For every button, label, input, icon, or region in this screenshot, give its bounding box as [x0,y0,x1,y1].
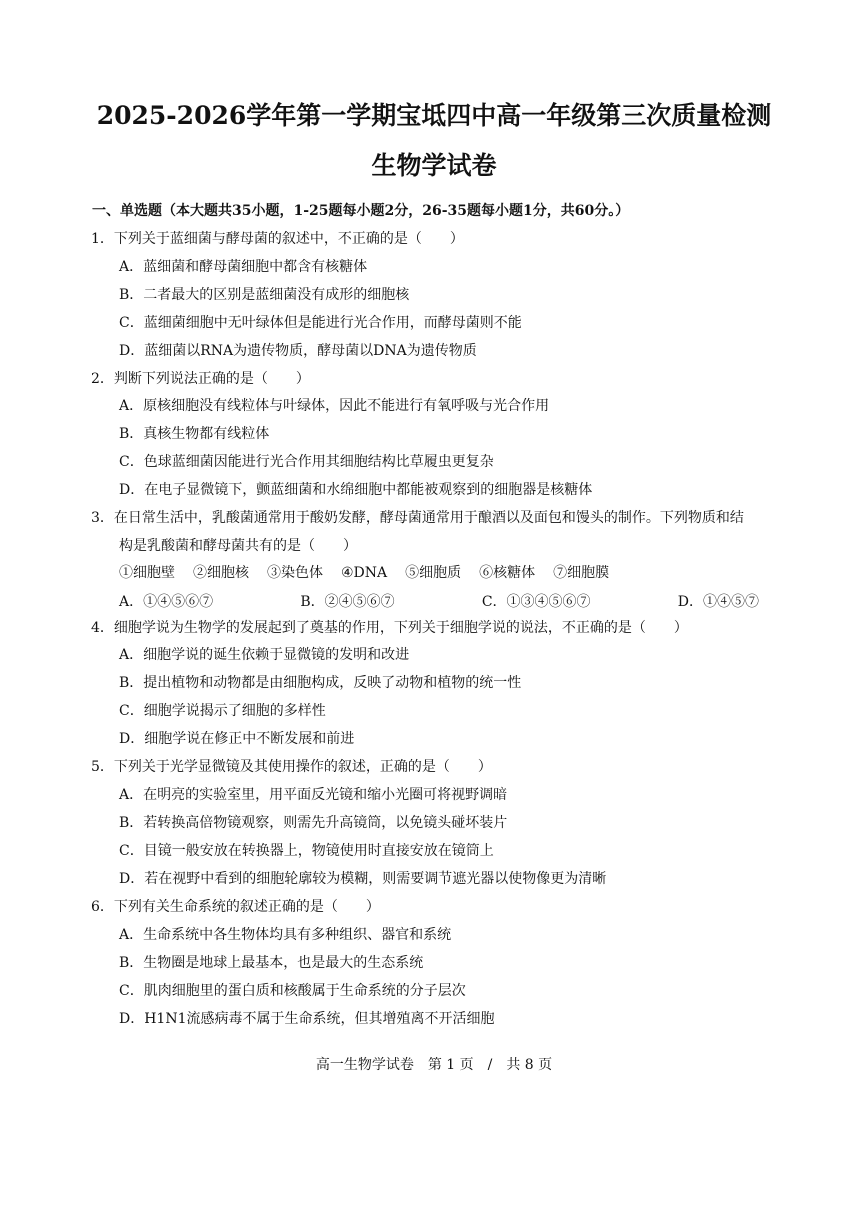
question-3-choice-row [119,593,759,611]
question-6-option-a: A．生命系统中各生物体均具有多种组织、器官和系统 [119,927,452,943]
question-5-option-a: A．在明亮的实验室里，用平面反光镜和缩小光圈可将视野调暗 [119,787,508,803]
question-4-option-c: C．细胞学说揭示了细胞的多样性 [119,703,326,719]
question-3-item: ⑦细胞膜 [553,565,610,581]
question-1-option-a: A．蓝细菌和酵母菌细胞中都含有核糖体 [119,259,368,275]
question-3-choice-c: C．①③④⑤⑥⑦ [481,594,591,610]
question-3-item: ①细胞壁 [119,565,175,581]
section-heading: 一、单选题（本大题共35小题，1-25题每小题2分，26-35题每小题1分，共60分。） [92,203,630,219]
question-3-item: ②细胞核 [193,565,249,581]
question-4-stem: 4．细胞学说为生物学的发展起到了奠基的作用，下列关于细胞学说的说法，不正确的是（ ） [91,620,688,636]
question-1-option-c: C．蓝细菌细胞中无叶绿体但是能进行光合作用，而酵母菌则不能 [119,315,522,331]
question-4-option-a: A．细胞学说的诞生依赖于显微镜的发明和改进 [119,647,410,663]
question-6-stem: 6．下列有关生命系统的叙述正确的是（ ） [91,899,380,915]
question-3-item-list [119,564,759,582]
question-3-choice-a: A．①④⑤⑥⑦ [119,594,214,610]
question-2-option-a: A．原核细胞没有线粒体与叶绿体，因此不能进行有氧呼吸与光合作用 [119,398,550,414]
question-3-choice-b: B．②④⑤⑥⑦ [300,594,395,610]
question-1-stem: 1．下列关于蓝细菌与酵母菌的叙述中，不正确的是（ ） [91,231,464,247]
page-footer: 高一生物学试卷 第 1 页 / 共 8 页 [315,1057,553,1073]
question-3-item: ③染色体 [267,565,323,581]
question-5-option-c: C．目镜一般安放在转换器上，物镜使用时直接安放在镜筒上 [119,843,494,859]
question-4-option-d: D．细胞学说在修正中不断发展和前进 [119,731,355,747]
question-2-option-d: D．在电子显微镜下，颤蓝细菌和水绵细胞中都能被观察到的细胞器是核糖体 [119,482,593,498]
question-3-stem: 3．在日常生活中，乳酸菌通常用于酸奶发酵，酵母菌通常用于酿酒以及面包和馒头的制作。下列物质和结 [91,510,744,526]
question-6-option-d: D．H1N1流感病毒不属于生命系统，但其增殖离不开活细胞 [119,1011,495,1027]
question-5-stem: 5．下列关于光学显微镜及其使用操作的叙述，正确的是（ ） [91,759,492,775]
question-3-choice-d: D．①④⑤⑦ [677,594,759,610]
question-4-option-b: B．提出植物和动物都是由细胞构成，反映了动物和植物的统一性 [119,675,522,691]
question-6-option-c: C．肌肉细胞里的蛋白质和核酸属于生命系统的分子层次 [119,983,466,999]
question-2-option-b: B．真核生物都有线粒体 [119,426,270,442]
question-3-item: ④DNA [341,565,388,581]
question-3-item: ⑤细胞质 [405,565,462,581]
question-5-option-b: B．若转换高倍物镜观察，则需先升高镜筒，以免镜头碰坏装片 [119,815,508,831]
question-3-item: ⑥核糖体 [479,565,536,581]
exam-title: 2025-2026学年第一学期宝坻四中高一年级第三次质量检测 [96,101,772,130]
question-6-option-b: B．生物圈是地球上最基本，也是最大的生态系统 [119,955,424,971]
question-2-option-c: C．色球蓝细菌因能进行光合作用其细胞结构比草履虫更复杂 [119,454,494,470]
question-1-option-b: B．二者最大的区别是蓝细菌没有成形的细胞核 [119,287,410,303]
question-3-stem-continuation: 构是乳酸菌和酵母菌共有的是（ ） [119,538,357,554]
exam-subtitle: 生物学试卷 [371,151,497,180]
question-2-stem: 2．判断下列说法正确的是（ ） [91,371,310,387]
question-1-option-d: D．蓝细菌以RNA为遗传物质，酵母菌以DNA为遗传物质 [119,343,477,359]
question-5-option-d: D．若在视野中看到的细胞轮廓较为模糊，则需要调节遮光器以使物像更为清晰 [119,871,607,887]
